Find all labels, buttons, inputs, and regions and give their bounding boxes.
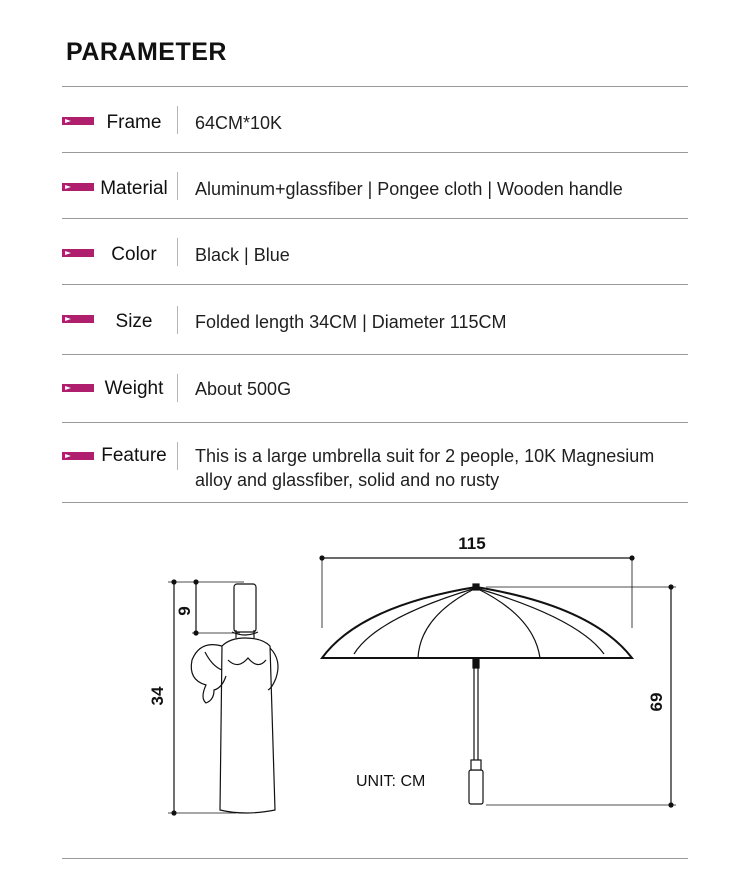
- divider: [62, 152, 688, 153]
- column-separator: [177, 442, 178, 470]
- param-value: Aluminum+glassfiber | Pongee cloth | Wooden handle: [195, 179, 623, 199]
- param-row-material: [62, 154, 688, 218]
- umbrella-dimension-diagram: [0, 520, 750, 840]
- divider: [62, 86, 688, 87]
- bullet-marker-icon: [62, 384, 94, 392]
- page-title: PARAMETER: [66, 38, 227, 66]
- param-label: Material: [100, 178, 168, 199]
- param-value: 64CM*10K: [195, 113, 283, 133]
- param-label: Weight: [104, 378, 164, 399]
- param-label: Feature: [101, 445, 167, 466]
- param-label: Color: [111, 244, 157, 265]
- divider: [62, 354, 688, 355]
- param-value: Black | Blue: [195, 245, 290, 265]
- open-umbrella-icon: [320, 556, 676, 807]
- bullet-marker-icon: [62, 117, 94, 125]
- bullet-marker-icon: [62, 452, 94, 460]
- bullet-marker-icon: [62, 315, 94, 323]
- handle-length-label: 9: [175, 606, 194, 616]
- column-separator: [177, 106, 178, 134]
- folded-length-label: 34: [148, 686, 167, 706]
- param-row-weight: [62, 356, 688, 422]
- divider: [62, 858, 688, 859]
- param-value: Folded length 34CM | Diameter 115CM: [195, 312, 507, 332]
- param-row-frame: [62, 88, 688, 152]
- open-height-label: 69: [647, 692, 666, 712]
- column-separator: [177, 172, 178, 200]
- param-label: Frame: [106, 112, 162, 133]
- param-row-feature: [62, 424, 688, 502]
- column-separator: [177, 238, 178, 266]
- column-separator: [177, 374, 178, 402]
- divider: [62, 218, 688, 219]
- param-label: Size: [115, 311, 153, 332]
- column-separator: [177, 306, 178, 334]
- unit-label: UNIT: CM: [356, 773, 426, 790]
- divider: [62, 284, 688, 285]
- divider: [62, 422, 688, 423]
- diameter-label: 115: [458, 534, 486, 553]
- param-row-color: [62, 220, 688, 284]
- bullet-marker-icon: [62, 249, 94, 257]
- param-row-size: [62, 286, 688, 354]
- bullet-marker-icon: [62, 183, 94, 191]
- param-value: This is a large umbrella suit for 2 people, 10K Magnesium alloy and glassfiber, solid and no rusty: [195, 446, 655, 490]
- param-value: About 500G: [195, 379, 292, 399]
- divider: [62, 502, 688, 503]
